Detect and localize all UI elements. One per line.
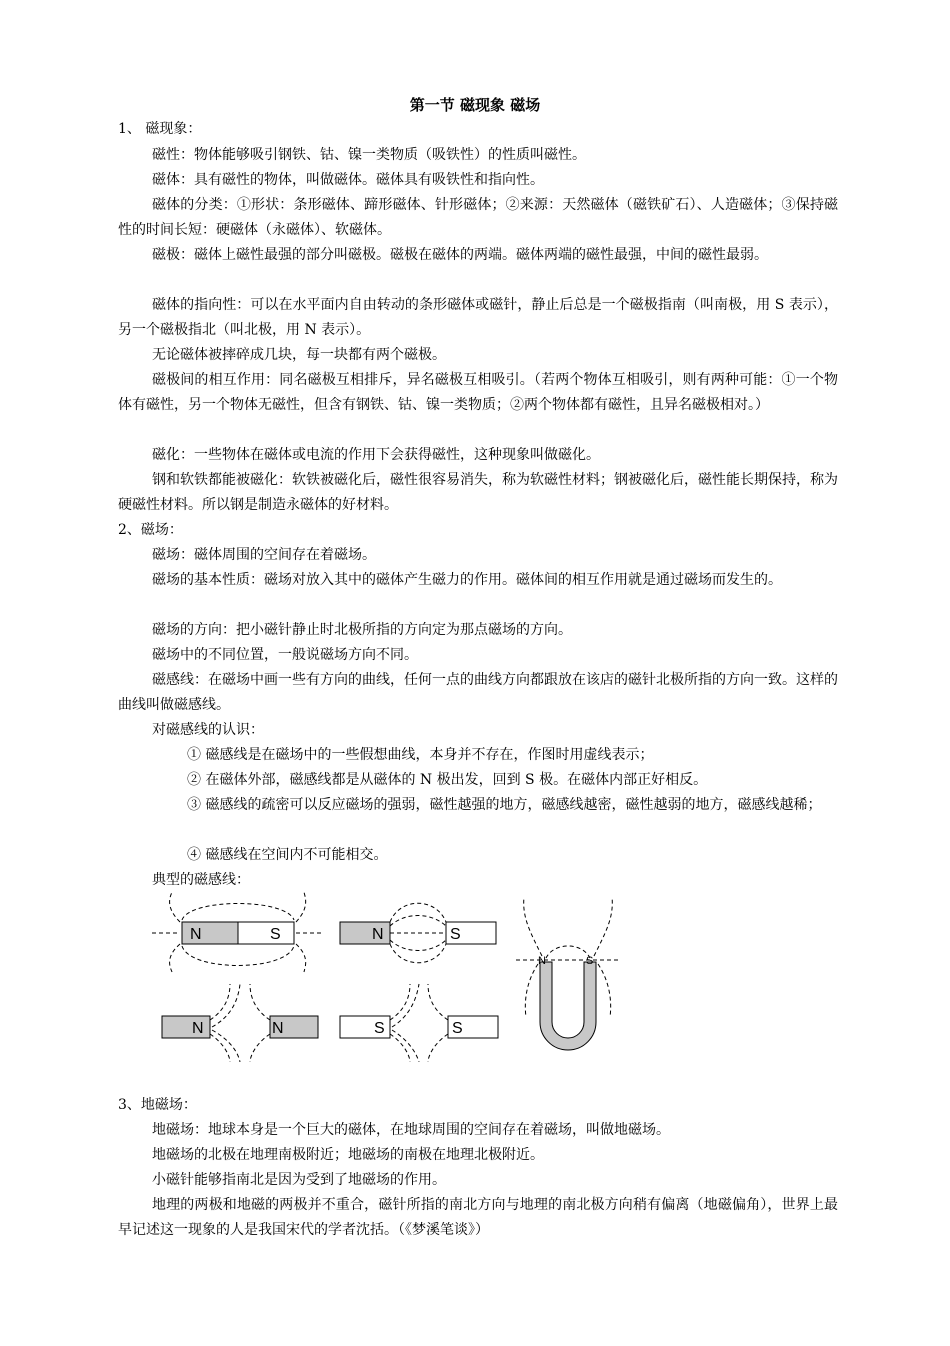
field-line bbox=[390, 916, 446, 927]
list-item: ② 在磁体外部，磁感线都是从磁体的 N 极出发，回到 S 极。在磁体内部正好相反。 bbox=[187, 772, 708, 788]
field-line bbox=[428, 984, 448, 1020]
figure-caption: 典型的磁感线： bbox=[152, 872, 250, 888]
pole-label-s: S bbox=[374, 1020, 385, 1037]
section-heading-1: 1、 磁现象： bbox=[118, 121, 202, 137]
field-line bbox=[392, 984, 419, 1027]
field-line bbox=[390, 984, 410, 1020]
field-line bbox=[392, 1030, 419, 1062]
list-item: ④ 磁感线在空间内不可能相交。 bbox=[187, 847, 388, 863]
pole-label-n: N bbox=[372, 926, 384, 943]
pole-label-s: S bbox=[450, 926, 461, 943]
horseshoe-magnet-diagram bbox=[516, 897, 620, 1050]
field-line bbox=[296, 944, 306, 972]
paragraph: 磁体的分类：①形状：条形磁体、蹄形磁体、针形磁体；②来源：天然磁体（磁铁矿石）、人造磁体；③保持磁性的时间长短：硬磁体（永磁体）、软磁体。 bbox=[118, 197, 838, 238]
paragraph: 磁感线：在磁场中画一些有方向的曲线，任何一点的曲线方向都跟放在该店的磁针北极所指的方向一致。这样的曲线叫做磁感线。 bbox=[118, 672, 838, 713]
paragraph: 磁极间的相互作用：同名磁极互相排斥，异名磁极互相吸引。（若两个物体互相吸引，则有两种可能：①一个物体有磁性，另一个物体无磁性，但含有钢铁、钴、镍一类物质；②两个物体都有磁性，且异名磁极相对。） bbox=[118, 372, 838, 413]
field-line bbox=[250, 1034, 270, 1062]
magnet-south-half bbox=[238, 922, 294, 944]
field-line bbox=[182, 904, 294, 921]
paragraph: 无论磁体被摔碎成几块，每一块都有两个磁极。 bbox=[152, 347, 446, 363]
field-line bbox=[212, 984, 240, 1027]
pole-label-n: N bbox=[538, 955, 546, 967]
bar-magnet-diagram bbox=[152, 892, 322, 972]
field-line bbox=[390, 903, 446, 922]
paragraph: 磁体：具有磁性的物体，叫做磁体。磁体具有吸铁性和指向性。 bbox=[152, 172, 544, 188]
section-heading-2: 2、磁场： bbox=[118, 522, 183, 538]
field-line bbox=[210, 984, 230, 1020]
field-line bbox=[296, 892, 306, 922]
field-line bbox=[170, 892, 180, 922]
pole-label-s: S bbox=[586, 955, 594, 967]
paragraph: 磁性：物体能够吸引钢铁、钴、镍一类物质（吸铁性）的性质叫磁性。 bbox=[152, 147, 586, 163]
field-line bbox=[210, 1034, 230, 1062]
field-line bbox=[546, 946, 590, 958]
paragraph: 磁体的指向性：可以在水平面内自由转动的条形磁体或磁针，静止后总是一个磁极指南（叫南极，用 S 表示），另一个磁极指北（叫北极，用 N 表示）。 bbox=[118, 297, 838, 338]
list-item: ③ 磁感线的疏密可以反应磁场的强弱，磁性越强的地方，磁感线越密，磁性越弱的地方，磁感线越稀； bbox=[187, 797, 822, 813]
pole-label-s: S bbox=[270, 926, 281, 943]
field-line bbox=[390, 940, 446, 951]
paragraph: 磁化：一些物体在磁体或电流的作用下会获得磁性，这种现象叫做磁化。 bbox=[152, 447, 600, 463]
pole-label-n: N bbox=[190, 926, 202, 943]
field-line bbox=[428, 1034, 448, 1062]
paragraph: 地理的两极和地磁的两极并不重合，磁针所指的南北方向与地理的南北极方向稍有偏离（地磁偏角），世界上最早记述这一现象的人是我国宋代的学者沈括。（《梦溪笔谈》） bbox=[118, 1197, 838, 1238]
pole-label-s: S bbox=[452, 1020, 463, 1037]
field-line bbox=[390, 1034, 410, 1062]
paragraph: 磁场的方向：把小磁针静止时北极所指的方向定为那点磁场的方向。 bbox=[152, 622, 572, 638]
paragraph: 磁场的基本性质：磁场对放入其中的磁体产生磁力的作用。磁体间的相互作用就是通过磁场而发生的。 bbox=[152, 572, 782, 588]
repulsion-nn-diagram bbox=[162, 984, 318, 1062]
field-line bbox=[525, 964, 538, 1017]
paragraph: 磁场：磁体周围的空间存在着磁场。 bbox=[152, 547, 376, 563]
magnetic-field-lines-figure bbox=[150, 892, 640, 1062]
paragraph: 地磁场的北极在地理南极附近；地磁场的南极在地理北极附近。 bbox=[152, 1147, 544, 1163]
page-title: 第一节 磁现象 磁场 bbox=[409, 96, 541, 114]
paragraph: 对磁感线的认识： bbox=[152, 722, 264, 738]
pole-label-n: N bbox=[192, 1020, 204, 1037]
paragraph: 磁场中的不同位置，一般说磁场方向不同。 bbox=[152, 647, 418, 663]
field-line bbox=[212, 1030, 240, 1062]
field-line bbox=[182, 946, 294, 966]
paragraph: 地磁场：地球本身是一个巨大的磁体，在地球周围的空间存在着磁场，叫做地磁场。 bbox=[152, 1122, 670, 1138]
paragraph: 磁极：磁体上磁性最强的部分叫磁极。磁极在磁体的两端。磁体两端的磁性最强，中间的磁性最弱。 bbox=[152, 247, 768, 263]
field-line bbox=[170, 944, 180, 972]
section-heading-3: 3、地磁场： bbox=[118, 1097, 197, 1113]
field-line bbox=[594, 897, 612, 956]
list-item: ① 磁感线是在磁场中的一些假想曲线，本身并不存在，作图时用虚线表示； bbox=[187, 747, 654, 763]
pole-label-n: N bbox=[272, 1020, 284, 1037]
field-line bbox=[390, 944, 446, 963]
repulsion-ss-diagram bbox=[340, 984, 498, 1062]
paragraph: 小磁针能够指南北是因为受到了地磁场的作用。 bbox=[152, 1172, 446, 1188]
field-line bbox=[250, 984, 270, 1020]
attraction-diagram bbox=[340, 903, 496, 963]
field-line bbox=[598, 964, 611, 1017]
paragraph: 钢和软铁都能被磁化：软铁被磁化后，磁性很容易消失，称为软磁性材料；钢被磁化后，磁性能长期保持，称为硬磁性材料。所以钢是制造永磁体的好材料。 bbox=[118, 472, 838, 513]
field-line bbox=[524, 897, 542, 956]
